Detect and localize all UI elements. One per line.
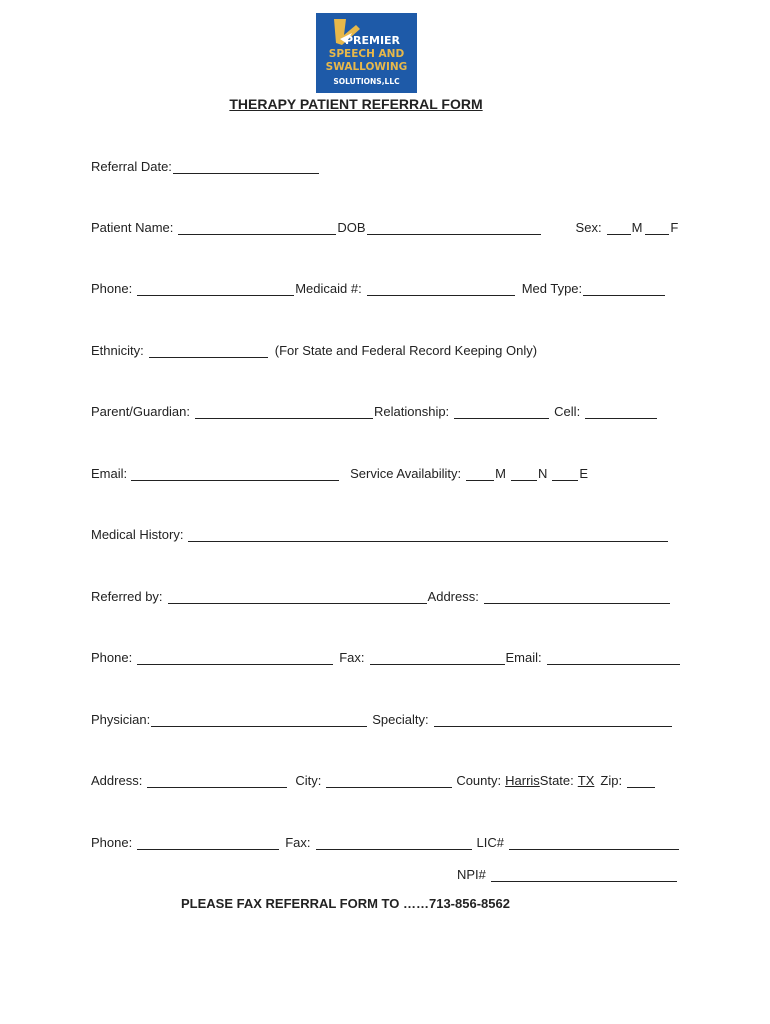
zip-label: Zip: (600, 773, 623, 788)
referrer-phone-label: Phone: (91, 650, 133, 665)
referred-by-label: Referred by: (91, 589, 163, 604)
medical-history-field[interactable] (188, 528, 668, 542)
email-field[interactable] (131, 467, 339, 481)
dob-label: DOB (337, 220, 366, 235)
ethnicity-row (91, 340, 537, 358)
referrer-fax-label: Fax: (339, 650, 365, 665)
physician-address-row (91, 770, 656, 788)
relationship-label: Relationship: (374, 404, 450, 419)
availability-e-field[interactable] (552, 467, 578, 481)
physician-fax-field[interactable] (316, 836, 472, 850)
ethnicity-field[interactable] (149, 344, 268, 358)
phone-label: Phone: (91, 281, 133, 296)
address-field[interactable] (484, 590, 670, 604)
referral-date-row (91, 156, 320, 174)
availability-m-label: M (495, 466, 507, 481)
physician-address-field[interactable] (147, 774, 287, 788)
npi-label: NPI# (457, 867, 486, 882)
physician-label: Physician: (91, 712, 151, 727)
medical-history-row (91, 524, 669, 542)
email-availability-row (91, 463, 588, 481)
npi-row (457, 864, 678, 882)
medicaid-label: Medicaid #: (295, 281, 362, 296)
medical-history-label: Medical History: (91, 527, 184, 542)
sex-f-field[interactable] (645, 221, 669, 235)
referrer-phone-field[interactable] (137, 651, 333, 665)
specialty-label: Specialty: (372, 712, 429, 727)
logo-line-3: SWALLOWING (325, 61, 408, 73)
physician-row (91, 709, 673, 727)
referrer-contact-row (91, 647, 681, 665)
dob-field[interactable] (367, 221, 541, 235)
referral-date-field[interactable] (173, 160, 319, 174)
address-label: Address: (427, 589, 479, 604)
referrer-email-field[interactable] (547, 651, 680, 665)
sex-f-label: F (670, 220, 679, 235)
company-logo (316, 13, 417, 93)
patient-name-label: Patient Name: (91, 220, 174, 235)
form-title: THERAPY PATIENT REFERRAL FORM (229, 96, 483, 112)
relationship-field[interactable] (454, 405, 549, 419)
city-label: City: (295, 773, 322, 788)
logo-line-2: SPEECH AND (328, 48, 405, 60)
sex-m-label: M (631, 220, 643, 235)
fax-instruction: PLEASE FAX REFERRAL FORM TO ……713-856-8562 (181, 896, 510, 911)
county-value[interactable]: Harris (505, 773, 540, 788)
sex-m-field[interactable] (607, 221, 631, 235)
physician-field[interactable] (151, 713, 367, 727)
availability-n-field[interactable] (511, 467, 537, 481)
med-type-field[interactable] (583, 282, 665, 296)
sex-label: Sex: (575, 220, 602, 235)
availability-m-field[interactable] (466, 467, 494, 481)
referral-date-label: Referral Date: (91, 159, 172, 174)
email-label: Email: (91, 466, 128, 481)
logo-line-1: PREMIER (344, 34, 401, 47)
county-label: County: (456, 773, 502, 788)
ethnicity-note: (For State and Federal Record Keeping Only) (274, 343, 538, 358)
physician-fax-label: Fax: (285, 835, 311, 850)
lic-field[interactable] (509, 836, 679, 850)
ethnicity-label: Ethnicity: (91, 343, 144, 358)
referred-by-row (91, 586, 671, 604)
parent-guardian-label: Parent/Guardian: (91, 404, 191, 419)
cell-label: Cell: (554, 404, 581, 419)
patient-row (91, 217, 678, 235)
state-label: State: (539, 773, 574, 788)
med-type-label: Med Type: (521, 281, 583, 296)
physician-address-label: Address: (91, 773, 143, 788)
specialty-field[interactable] (434, 713, 672, 727)
physician-phone-label: Phone: (91, 835, 133, 850)
zip-field[interactable] (627, 774, 655, 788)
availability-e-label: E (579, 466, 589, 481)
referred-by-field[interactable] (168, 590, 427, 604)
patient-name-field[interactable] (178, 221, 336, 235)
lic-label: LIC# (476, 835, 504, 850)
parent-guardian-field[interactable] (195, 405, 373, 419)
referrer-fax-field[interactable] (370, 651, 505, 665)
physician-contact-row (91, 832, 680, 850)
physician-phone-field[interactable] (137, 836, 279, 850)
phone-field[interactable] (137, 282, 294, 296)
state-value[interactable]: TX (577, 773, 595, 788)
service-availability-label: Service Availability: (350, 466, 462, 481)
npi-field[interactable] (491, 868, 677, 882)
availability-n-label: N (538, 466, 548, 481)
logo-line-4: SOLUTIONS,LLC (333, 77, 400, 86)
cell-field[interactable] (585, 405, 657, 419)
phone-medicaid-row (91, 278, 666, 296)
city-field[interactable] (326, 774, 452, 788)
referrer-email-label: Email: (505, 650, 542, 665)
medicaid-field[interactable] (367, 282, 515, 296)
guardian-row (91, 401, 658, 419)
